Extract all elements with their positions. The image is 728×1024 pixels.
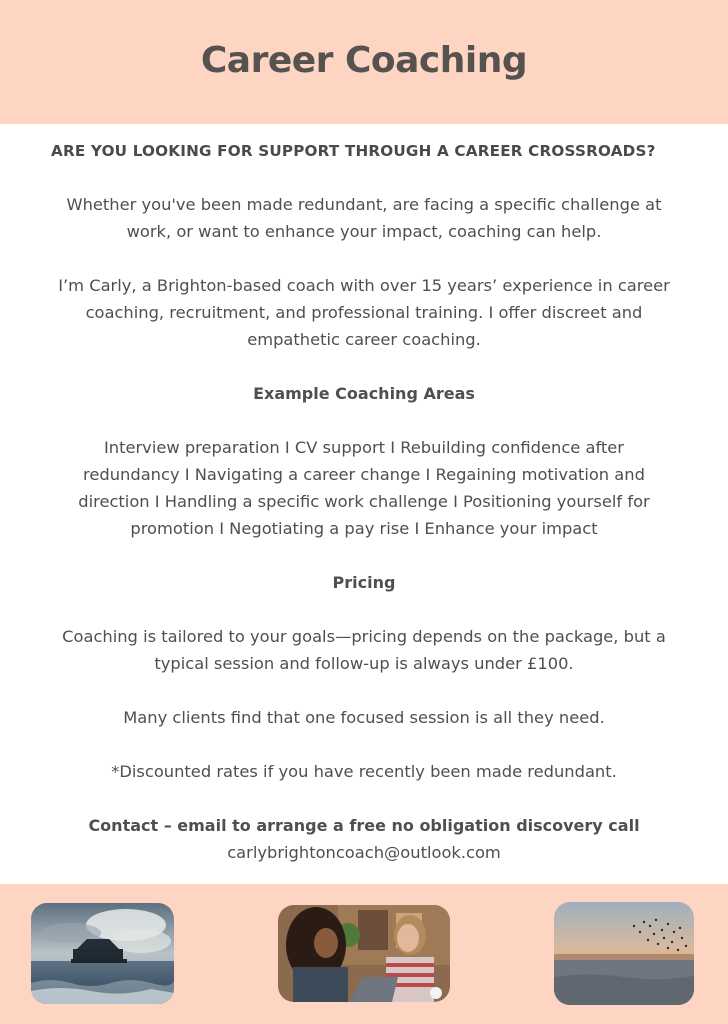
areas-paragraph: Interview preparation I CV support I Rebuilding confidence after redundancy I Navigating a career change I Regaining motivation and direction I Handling a specific work challenge I Positioning yourself for promotion I Negotiating a pay rise I Enhance your impact xyxy=(78,438,650,538)
contact-heading: Contact – email to arrange a free no obligation discovery call xyxy=(88,816,640,835)
areas-heading: Example Coaching Areas xyxy=(253,384,475,403)
clients-paragraph: Many clients find that one focused session is all they need. xyxy=(123,708,605,727)
page-title: Career Coaching xyxy=(200,40,528,81)
lead-question: ARE YOU LOOKING FOR SUPPORT THROUGH A CAREER CROSSROADS? xyxy=(51,142,656,160)
sunset-murmuration-photo xyxy=(554,902,694,1005)
pricing-heading: Pricing xyxy=(332,573,396,592)
footer-photo-strip xyxy=(0,884,728,1024)
discount-note: *Discounted rates if you have recently been made redundant. xyxy=(111,762,617,781)
about-paragraph: I’m Carly, a Brighton-based coach with over 15 years’ experience in career coaching, recruitment, and professional training. I offer discreet and empathetic career coaching. xyxy=(58,276,670,349)
intro-paragraph: Whether you've been made redundant, are facing a specific challenge at work, or want to enhance your impact, coaching can help. xyxy=(66,195,662,241)
main-content xyxy=(40,138,688,866)
pier-photo xyxy=(31,903,174,1004)
coaching-session-photo xyxy=(278,905,450,1002)
header-banner xyxy=(0,0,728,124)
pricing-paragraph: Coaching is tailored to your goals—pricing depends on the package, but a typical session and follow-up is always under £100. xyxy=(62,627,666,673)
contact-email[interactable]: carlybrightoncoach@outlook.com xyxy=(227,843,501,862)
